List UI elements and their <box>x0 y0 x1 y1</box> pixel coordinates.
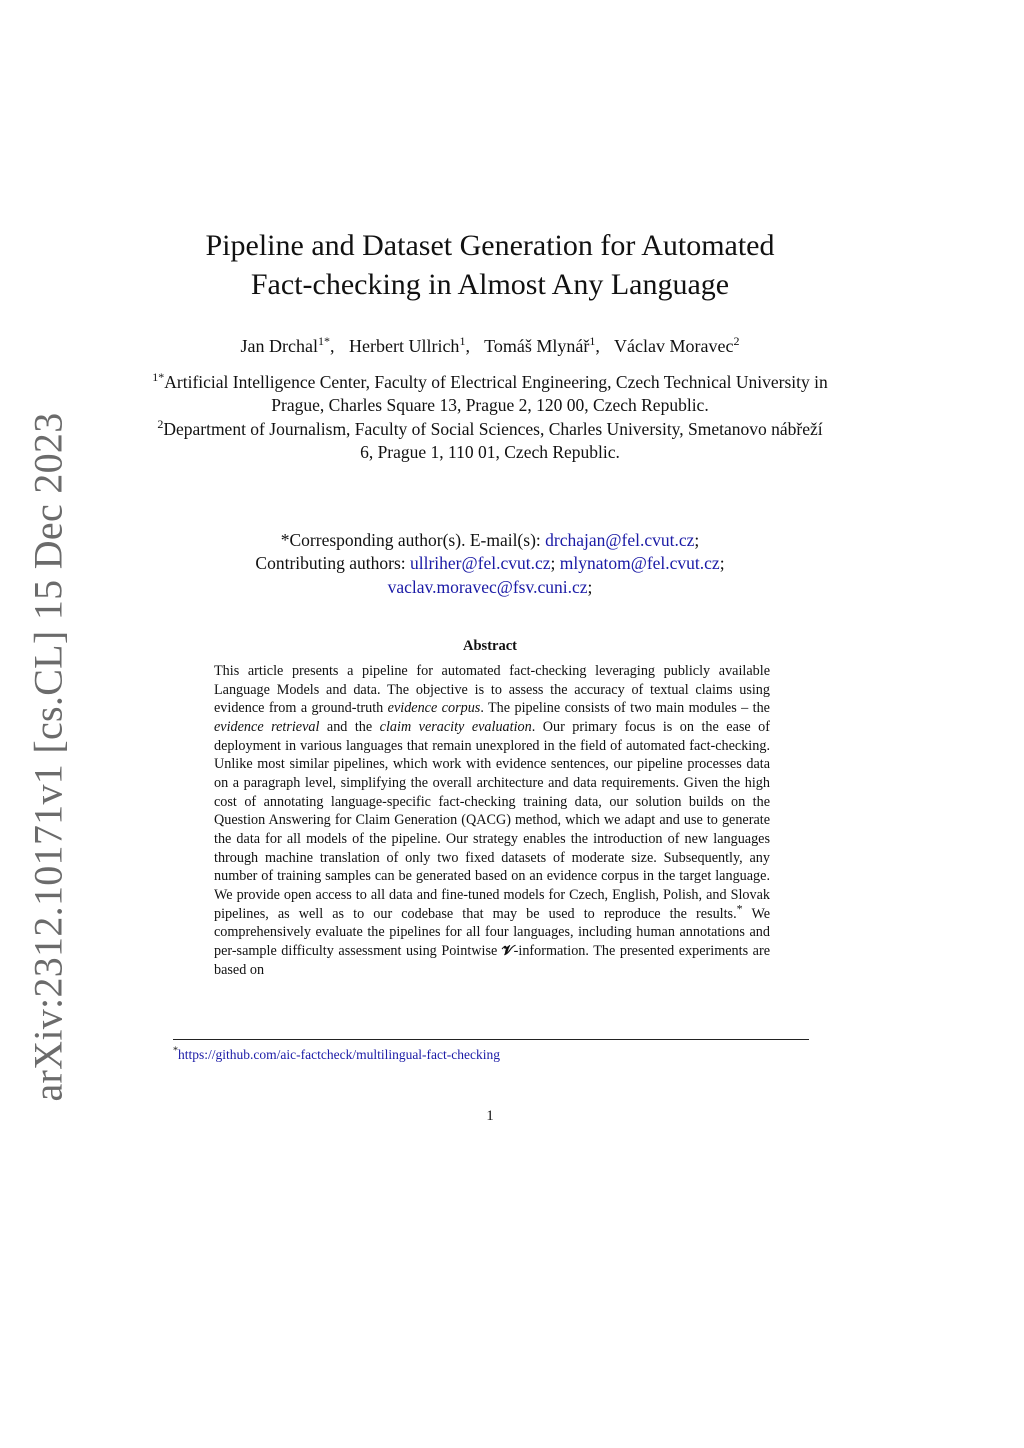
author-name: Tomáš Mlynář <box>484 336 590 356</box>
affiliations <box>150 371 830 464</box>
author-sep: , <box>465 336 470 356</box>
contributing-line-2: vaclav.moravec@fsv.cuni.cz; <box>387 576 593 597</box>
author <box>349 336 470 356</box>
author-list <box>150 334 830 358</box>
correspondence-block <box>150 529 830 599</box>
author-sep: , <box>329 336 335 356</box>
abstract-paragraph: This article presents a pipeline for automated fact-checking leveraging publicly available Language Models and data. The objective is to assess the accuracy of textual claims using evidence from a ground-truth evidence corpus. The pipeline consists of two main modules – the evidence retrieval and the claim veracity evaluation. Our primary focus is on the ease of deployment in various languages that remain unexplored in the field of automated fact-checking. Unlike most similar pipelines, which work with evidence sentences, our pipeline processes data on a paragraph level, simplifying the overall architecture and data requirements. Given the high cost of annotating language-specific fact-checking training data, our solution builds on the Question Answering for Claim Generation (QACG) method, which we adapt and use to generate the data for all models of the pipeline. Our strategy enables the introduction of new languages through machine translation of only two fixed datasets of moderate size. Subsequently, any number of training samples can be generated based on an evidence corpus in the target language. We provide open access to all data and fine-tuned models for Czech, English, Polish, and Slovak pipelines, as well as to our codebase that may be used to reproduce the results.* We comprehensively evaluate the pipelines for all four languages, including human annotations and per-sample difficulty assessment using Pointwise 𝓥-information. The presented experiments are based on <box>214 663 770 978</box>
abstract-body <box>214 662 770 979</box>
arxiv-identifier: arXiv:2312.10171v1 [cs.CL] 15 Dec 2023 <box>25 412 71 1102</box>
corresponding-prefix: *Corresponding author(s). E-mail(s): <box>280 530 546 550</box>
affiliation-text: Artificial Intelligence Center, Faculty of Electrical Engineering, Czech Technical University in Prague, Charles Square 13, Prague 2, 120 00, Czech Republic. <box>164 372 828 416</box>
footnote-rule <box>173 1039 809 1040</box>
affiliation-text: Department of Journalism, Faculty of Social Sciences, Charles University, Smetanovo nábřeží 6, Prague 1, 110 01, Czech Republic. <box>163 418 823 462</box>
emphasis-evidence-corpus: evidence corpus <box>387 700 481 717</box>
author <box>614 336 739 356</box>
author-sep: , <box>595 336 600 356</box>
author-name: Jan Drchal <box>240 336 318 356</box>
author-affil-mark: 1 <box>459 334 466 348</box>
github-link[interactable]: https://github.com/aic-factcheck/multilingual-fact-checking <box>178 1047 501 1062</box>
corresponding-line: *Corresponding author(s). E-mail(s): drchajan@fel.cvut.cz; <box>280 530 700 550</box>
footnote <box>173 1046 500 1064</box>
email-link-mlynar[interactable]: mlynatom@fel.cvut.cz <box>559 553 720 574</box>
paper-title <box>150 226 830 304</box>
arxiv-side-stamp <box>20 412 76 1102</box>
author-affil-mark: 1 <box>589 334 596 348</box>
author-name: Herbert Ullrich <box>348 336 460 356</box>
affiliation-mark: 2 <box>157 416 164 431</box>
page-number: 1 <box>486 1108 494 1124</box>
title-line-1: Pipeline and Dataset Generation for Automated <box>205 229 775 262</box>
email-link-moravec[interactable]: vaclav.moravec@fsv.cuni.cz <box>387 576 588 597</box>
footnote-mark: * <box>173 1045 178 1057</box>
author-affil-mark: 1* <box>317 334 330 348</box>
abstract-heading: Abstract <box>463 638 517 654</box>
affiliation-2 <box>150 418 830 465</box>
emphasis-evidence-retrieval: evidence retrieval <box>214 718 320 735</box>
emphasis-claim-veracity: claim veracity evaluation <box>379 718 532 735</box>
affiliation-1 <box>150 371 830 418</box>
affiliation-mark: 1* <box>152 370 165 385</box>
title-line-2: Fact-checking in Almost Any Language <box>250 268 730 301</box>
email-link-ullrich[interactable]: ullriher@fel.cvut.cz <box>410 553 551 574</box>
v-information-symbol: 𝓥 <box>501 942 514 959</box>
author <box>484 336 600 356</box>
contributing-prefix: Contributing authors: <box>255 553 410 574</box>
author <box>241 336 335 356</box>
author-affil-mark: 2 <box>733 334 740 348</box>
contributing-line: Contributing authors: ullriher@fel.cvut.cz; mlynatom@fel.cvut.cz; <box>255 553 725 574</box>
footnote-ref[interactable]: * <box>736 900 743 915</box>
email-link-corresponding[interactable]: drchajan@fel.cvut.cz <box>545 530 695 550</box>
author-name: Václav Moravec <box>614 336 734 356</box>
